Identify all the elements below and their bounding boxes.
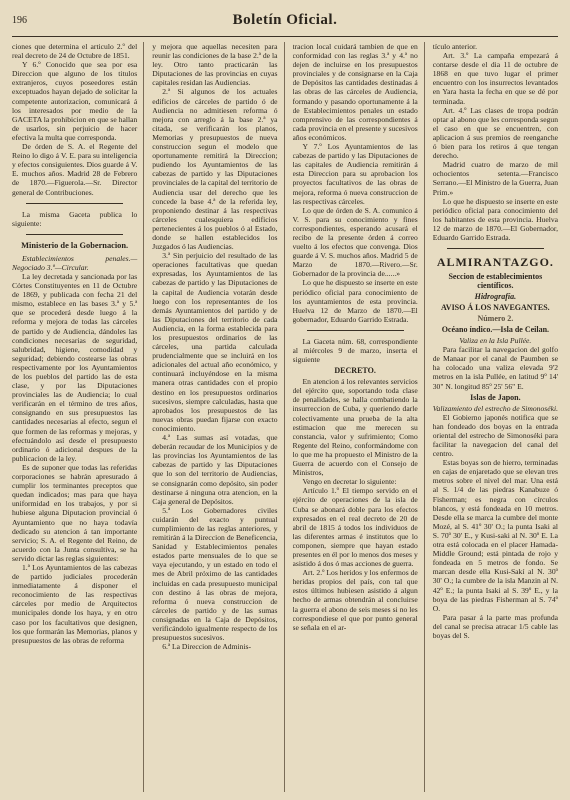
- almirantazgo-heading: ALMIRANTAZGO.: [436, 255, 554, 270]
- paragraph: Y 7.º Los Ayuntamientos de las cabezas de partido y las Diputaciones de las capitales de Audiencia remitirán á esta Direccion para su aprobacion los proyectos facultativos de las obras de mejora, reforma ó nueva construccion de las respectivas cárceles.: [292, 142, 418, 206]
- article-columns: [12, 42, 558, 792]
- paragraph: La misma Gaceta publica lo siguiente:: [12, 209, 138, 228]
- paragraph: La ley decretada y sancionada por las Córtes Constituyentes en 11 de Octubre de 1869, y publicada con fecha 21 del mismo, establece en las bases 3.ª y 5.ª que se procederá desde luego á la reforma y mejora de todas las cárceles de partido y de Audiencia, dándoles las condiciones necesarias de seguridad, salubridad, higiene, comodidad y seguridad; debiendo costearse las obras respectivamente por los Ayuntamientos de los pueblos del partido las de esta clase, y por las Diputaciones provinciales las de Audiencia; lo cual verificarán en el término de tres años, consignando en sus presupuestos las cantidades necesarias al efecto, segun el que formen de las reformas y mejoras, y efectuándolo así desde el presupuesto ordinario ó adicional despues de la publicacion de la ley.: [12, 271, 138, 463]
- divider: [26, 203, 123, 204]
- paragraph: 4.ª Las sumas así votadas, que deberán recaudar de los Municipios y de las provincias los Ayuntamientos de las cabezas de partido y las Diputaciones que lo son del territorio de Audiencias, se consignarán como depósito, sin poder destinarse á ninguna otra atencion, en la Caja general de Depósitos.: [152, 433, 278, 506]
- ministry-heading: Ministerio de la Gobernacion.: [21, 240, 129, 250]
- location-heading: Océano índico.—Isla de Ceilan.: [441, 325, 550, 335]
- paragraph: Estas boyas son de hierro, terminadas en cajas de enjaretado que se elevan tres metros sobre el nivel del mar. Una está al S. 1/4 de las piedras Kanabuze ó Fisherman; es negra con círculos blancos, y está fondeada en 10 metros. Desde ella se marca la cumbre del monte Mozé, al S. 41º 30' O.; la punta Isaki al S. 70º 30' E., y Kusi-saki al N. 30º E. La otra está colocada en el placer Hamada-Middle Ground; está pintada de rojo y fondeada en 5 metros de fondo. Se marcan desde ella Kusi-Sakí al N. 30º 30' O.; la cumbre de la isla Manzin al N. 42º E.; la punta Isaki al S. 39º E., y la boya de las piedras Fisherman al S. 74º O.: [432, 458, 558, 613]
- page-number: 196: [12, 15, 27, 26]
- paragraph: Lo que de órden de S. A. comunico á V. S. para su conocimiento y fines correspondientes, esperando acusará el recibo de la presente órden á correo vuelto á los efectos que convenga. Dios guarde á V. S. muchos años. Madrid 5 de Marzo de 1870.—Rivero.—Sr. Gobernador de la provincia de......»: [292, 205, 418, 279]
- paragraph: tículo anterior.: [432, 42, 478, 51]
- paragraph: Lo que he dispuesto se inserte en este periódico oficial para conocimiento del los habitantes de esta provincia. Huelva 12 de marzo de 1870.—El Gobernador, Eduardo Garrido Estrada.: [432, 196, 558, 242]
- column-4: [433, 42, 558, 792]
- paragraph: Y 6.º Conocido que sea por esa Direccion que alguno de los titulos extranjeros, cuyos poseedores están exceptuados hayan dejado de solicitar la competente autorizacion, comunicará á los interesados por medio de la GACETA la prohibicion en que se hallan de usarlos, sin perjuicio de hacer efectiva la multa que corresponda.: [12, 60, 138, 142]
- subheading: Valiza en la Isla Pullée.: [459, 336, 532, 346]
- paragraph: Lo que he dispuesto se inserte en este periódico oficial para conocimiento de los ayuntamientos de esta provincia. Huelva 12 de Marzo de 1870.—El gobernador, Eduardo Garrido Estrada.: [292, 278, 418, 324]
- paragraph: 6.ª La Direccion de Adminis-: [162, 642, 252, 652]
- subheading: Valizamiento del estrecho de Simonoséki.: [432, 403, 558, 413]
- paragraph: 1.ª Los Ayuntamientos de las cabezas de partido judiciales procederán inmediatamente á disponer el reconocimiento de las respectivas cárceles por medio de Arquitectos municipales donde los haya, y en otro caso por los facultativos que designen, los que formarán las Memorias, planos y presupuestos de las obras de reforma: [12, 562, 138, 645]
- paragraph: tracion local cuidará tambien de que en conformidad con las reglas 3.ª y 4.ª no dejen de incluirse en los presupuestos provinciales y de consignarse en la Caja de Depósitos las cantidades destinadas á las obras de las cárceles de Audiencia, formando y pasando oportunamente á la de Establecimientos penales un estado comprensivo de las correspondientes á cada provincia en el presente y sucesivos años económicos.: [292, 42, 418, 142]
- paragraph: El Gobierno japonés notifica que se han fondeado dos boyas en la entrada oriental del estrecho de Simonoséki para facilitar la navegacion del canal del centro.: [432, 412, 558, 459]
- paragraph: La Gaceta núm. 68, correspondiente al miércoles 9 de marzo, inserta el siguiente: [292, 336, 418, 365]
- newspaper-title: Boletín Oficial.: [232, 12, 338, 28]
- paragraph: En atencion á los relevantes servicios del ejército que, soportando toda clase de penalidades, se halla combatiendo la insurreccion de Cuba, y queriendo darle colectivamente una prueba de la alta estimacion que me merecen su constancia, valor y sufrimiento; Como Regente del Reino, conformándome con lo que me ha propuesto el Ministro de la Guerra de acuerdo con el Consejo de Ministros,: [292, 377, 418, 478]
- column-3: [293, 42, 425, 792]
- location-heading: Islas de Japon.: [470, 392, 521, 402]
- decree-heading: DECRETO.: [334, 366, 376, 376]
- hydrography-heading: Hidrografía.: [474, 292, 517, 302]
- paragraph: ciones que determina el articulo 2.º del real decreto de 24 de Octubre de 1851.: [12, 42, 138, 61]
- column-1: [12, 42, 144, 792]
- page-header: [12, 6, 558, 37]
- paragraph: 3.ª Sin perjuicio del resultado de las operaciones facultativas que quedan expresadas, los Ayuntamientos de las cabezas de partido y las Diputaciones de la capital de Audiencia votarán desde luego con los representantes de los demás Ayuntamientos del partido y de las Diputaciones del territorio de cada Audiencia, en la forma establecida para los presupuestos ordinarios de las cárceles, una partida calculada prudencialmente que se incluirá en los adicionales del actual año económico, y continuará incluyéndose en la misma manera otras cantidades con el propio destino en los presupuestos ordinarios sucesivos, siempre calculadas, hasta que aprobados los presupuestos de las nuevas obras puedan fijarse con exacto conocimiento.: [152, 251, 278, 433]
- paragraph: 5.ª Los Gobernadores civiles cuidarán del exacto y puntual cumplimiento de las reglas anteriores, y remitirán á la Direccion de Beneficencia, Sanidad y Establecimientos penales estados parte mensuales de lo que se vaya ejecutando, y un estado en todo el mes de Abril próximo de las cantidades incluidas en cada presupuesto municipal con destino á las obras de mejora, reforma ó nueva construccion de cárceles de partido y de las sumas consignadas en la Caja de Depósitos, verificándolo igualmente respecto de los presupuestos sucesivos.: [152, 505, 278, 643]
- paragraph: y mejora que aquellas necesiten para reunir las condiciones de la base 2.ª de la ley. Otro tanto practicarán las Diputaciones de las provincias en cuyas capitales residan las Audiencias.: [152, 42, 278, 88]
- section-heading: Seccion de establecimientos científicos.: [448, 272, 543, 291]
- column-2: [152, 42, 284, 792]
- paragraph: Para facilitar la navegacion del golfo de Manaar por el canal de Paumben se ha colocado una valiza elevada 9'2 metros en la isla Pullée, en latitud 9º 14' 30" N. longitud 85º 25' 56" E.: [432, 345, 558, 391]
- circular-heading: Establecimientos penales.—Negociado 3.º—Circular.: [12, 253, 138, 272]
- paragraph: Madrid cuatro de marzo de mil ochocientos setenta.—Francisco Serrano.—El Ministro de la Guerra, Juan Prim.»: [432, 160, 558, 197]
- paragraph: Art. 4.º Las clases de tropa podrán optar al abono que les corresponda segun el caso en que se encuentren, con aplicacion á sus premios de reenganche ó bien para los retiros á que tengan derecho.: [432, 105, 558, 161]
- notice-number: Número 2.: [477, 314, 514, 324]
- paragraph: Es de suponer que todas las referidas corporaciones se habrán apresurado á cumplir los terminantes preceptos que quedan indicados; mas para que haya uniformidad en los trabajos, y por si hubiese alguna Diputacion provincial ó Ayuntamiento que no haya todavía dedicado su atencion á tan importante servicio; S. A. el Regente del Reino, de acuerdo con la Junta consultiva, se ha servido dictar las reglas siguientes:: [12, 462, 138, 563]
- divider: [307, 330, 404, 331]
- paragraph: Para pasar á la parte mas profunda del canal se precisa atracar 1/5 cable las boyas del S.: [432, 612, 558, 640]
- paragraph: Artículo 1.º El tiempo servido en el ejército de operaciones de la isla de Cuba se abonará doble para los efectos expresados en el real decreto de 20 de abril de 1815 á todos los individuos de las diferentes armas é institutos que lo componen, siempre que hayan estado presentes en él por lo menos dos meses y asistido á dos ó mas acciones de guerra.: [292, 486, 418, 569]
- paragraph: Art. 3.º La campaña empezará á contarse desde el dia 11 de octubre de 1868 en que tuvo lugar el primer encuentro con los insurrectos levantados en Yara hasta la fecha en que se dé por terminada.: [432, 51, 558, 106]
- paragraph: Vengo en decretar lo siguiente:: [302, 477, 397, 487]
- paragraph: 2.ª Si algunos de los actuales edificios de cárceles de partido ó de Audiencia no admitiesen reforma ó mejora con arreglo á la base 2.ª ya citada, se verificarán los planos, Memorias y presupuestos de nueva construccion segun el modelo que oportunamente remitirá la Direccion; pudiendo los Ayuntamientos de las cabezas de partido y las Diputaciones provinciales de la capital del territorio de Audiencia usar del derecho que les concede la base 4.ª de la referida ley, proponiendo destinar á las respectivas cárceles cualesquiera edificios pertenecientes á los pueblos ó al Estado, donde se hallen establecidos los Juzgados ó las Audiencias.: [152, 87, 278, 252]
- paragraph: Art. 2.º Los heridos y los enfermos de heridas propios del país, con tal que estos últimos hubiesen asistido á algun hecho de armas obtendrán al concluirse la guerra el abono de seis meses si no les correspondiese el que por punto general se señala en el ar-: [292, 568, 418, 632]
- divider: [26, 234, 123, 235]
- divider: [447, 248, 544, 249]
- paragraph: De órden de S. A. el Regente del Reino lo digo á V. E. para su inteligencia y efectos consiguientes. Dios guarde á V. E. muchos años. Madrid 28 de Febrero de 1870.—Figuerola.—Sr. Director general de Contribuciones.: [12, 142, 138, 197]
- notice-heading: AVISO Á LOS NAVEGANTES.: [441, 303, 550, 313]
